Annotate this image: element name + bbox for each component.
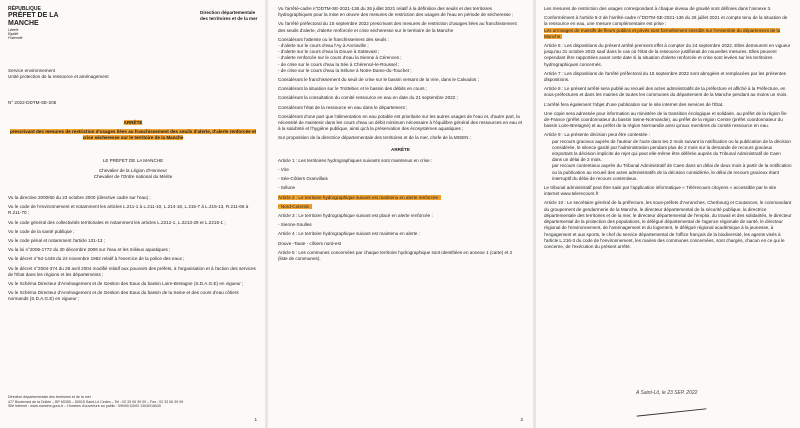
chevalier-line-2: Chevalier de l'Ordre national du Mérite bbox=[93, 174, 173, 180]
considerant-item: Considérant la situation sur le Trottebec et le bassin des débits en cours ; bbox=[278, 86, 428, 92]
signature-place-date: A Saint-Lô, le 23 SEP. 2022 bbox=[636, 390, 698, 396]
crise-item: - Sée-Côtiers Granvillais bbox=[278, 176, 328, 182]
arrete-subtitle: prescrivant des mesures de restriction d'usages liées au franchissement des seuils d'alerte, d'alerte renforcée et crise sécheresse sur le territoire de la Manche bbox=[9, 129, 257, 141]
footer-line-2: 477 Boulevard de la Dollée – BP 60355 – 50015 Saint-Lô Cedex – Tel : 02 33 06 39 00 – Fax : 02 33 06 39 09 bbox=[8, 399, 184, 404]
logo-title: PRÉFET DE LA MANCHE bbox=[8, 12, 59, 27]
crise-item: - Vire bbox=[278, 167, 289, 173]
seuil-item: - d'alerte sur le cours d'eau l'Ay à Anctoville ; bbox=[278, 43, 369, 49]
motto-3: Fraternité bbox=[8, 36, 23, 40]
considerant-item: Considérant l'état de la ressource en eau dans le département ; bbox=[278, 104, 408, 110]
vu-item: Vu le code général des collectivités territoriales et notamment les articles L.2212-1, L.2213-29 et L.2215-1 ; bbox=[8, 219, 226, 225]
telerecours-text: Le tribunal administratif peut être saisi par l'application informatique « Télérecours citoyens » accessible par le site internet www.telerecours.fr bbox=[544, 185, 777, 197]
article-5: Article 5 : Les communes concernées par chaque territoire hydrographique sont identifiées en annexe 1 (carte) et 2 (liste de communes). bbox=[278, 249, 513, 262]
arrete-mention: L'arrêté fera également l'objet d'une publication sur le site internet des services de l'État. bbox=[544, 101, 724, 107]
prefet-block bbox=[8, 158, 258, 184]
vu-item: Vu le Schéma Directeur d'Aménagement et de Gestion des Eaux du bassin Loire-Bretagne (S.D.A.G.E) en vigueur ; bbox=[8, 281, 244, 287]
prefecture-logo bbox=[8, 6, 78, 40]
article-2-item: - Nord-Cotentin ; bbox=[278, 203, 312, 209]
vu-item: Vu la directive 2000/60 du 23 octobre 2000 (directive cadre sur l'eau) ; bbox=[8, 195, 151, 200]
article-2: Article 2 : Le territoire hydrographique suivant est maintenu en alerte renforcée : bbox=[278, 194, 441, 200]
article-9: Article 9 : La présente décision peut être contestée : bbox=[544, 132, 650, 138]
service-block bbox=[8, 68, 158, 83]
crise-item: - Sélune bbox=[278, 185, 296, 191]
article-10: Article 10 : Le secrétaire général de la préfecture, les sous-préfets d'Avranches, Cherbourg et Coutances, le commandant du groupement de gendarmerie de la Manche, le directeur départemental de la sécurité publique, la directrice départementale des territoires et de la mer, le directeur départemental de l'emploi, du travail et des solidarités, le directeur départemental de la protection des populations, le délégué départemental de l'agence régionale de santé, le directeur régional de l'environnement, de l'aménagement et du logement, le délégué régional académique à la jeunesse, à l'engagement et aux sports, le chef du service départemental de l'office français de la biodiversité, les agents visés à l'article L.216-3 du code de l'environnement, les maires des communes concernées, sont chargés, chacun en ce qui le concerne, de l'exécution du présent arrêté. bbox=[544, 200, 792, 249]
vu-item: Vu le code de la santé publique ; bbox=[8, 228, 75, 234]
vu-item: Vu l'arrêté-cadre n°DDTM-SE-2021-136 du 26 juillet 2021 relatif à la définition des seuils et des territoires hydrographiques pour la mise en œuvre des mesures de restriction des usages de l'eau en période de sécheresse ; bbox=[278, 6, 514, 18]
vu-list bbox=[8, 195, 258, 306]
seuil-item: - de crise sur le cours d'eau la Sée à Chérencé-le-Roussel ; bbox=[278, 61, 400, 67]
service-line-2: Unité protection de la ressource et aménagement bbox=[8, 74, 109, 80]
article-4: Article 4 : Le territoire hydrographique suivant est maintenu en alerte : bbox=[278, 231, 420, 237]
vu-item: Vu le décret n°62-1448 du 24 novembre 1962 relatif à l'exercice de la police des eaux ; bbox=[8, 256, 185, 262]
arrete-header bbox=[8, 120, 258, 145]
arrosages-text: Les arrosages de massifs de fleurs publics et privés sont formellement interdits sur l'ensemble du département de la Manche. bbox=[544, 27, 781, 39]
chevalier-line-1: Chevalier de la Légion d'Honneur bbox=[98, 168, 168, 174]
document-page-1 bbox=[0, 0, 265, 428]
article-1: Article 1 : Les territoires hydrographiques suivants sont maintenus en crise : bbox=[278, 157, 433, 163]
considerant-item: Considérant le franchissement du seuil de crise sur le bassin versant de la Vire, dans le Calvados ; bbox=[278, 77, 479, 83]
intro-text: Les mesures de restriction des usages correspondant à chaque niveau de gravité sont définies dans l'annexe 3. bbox=[544, 6, 772, 11]
document-page-3 bbox=[536, 0, 800, 428]
prefet-title: LE PRÉFET DE LA MANCHE bbox=[102, 158, 164, 163]
arrete-heading: ARRÊTE bbox=[391, 146, 410, 152]
seuil-item: - de crise sur le cours d'eau la Sélune à Notre-Dame-du-Touchet ; bbox=[278, 67, 412, 73]
article-3-item: - Sienne-Soulles bbox=[278, 222, 312, 228]
footer-line-1: Direction départementale des territoires et de la mer bbox=[8, 395, 91, 399]
article-3: Article 3 : Le territoire hydrographique suivant est placé en alerte renforcée : bbox=[278, 213, 433, 219]
considerant-seuils: Considérant l'atteinte ou le franchissement des seuils : bbox=[278, 36, 389, 42]
vu-item: Vu le code pénal et notamment l'article 131-13 ; bbox=[8, 238, 105, 244]
motto-1: Liberté bbox=[8, 28, 19, 32]
copie-text: Une copie sera adressée pour information au ministère de la transition écologique et solidaire, au préfet de la région Île-de-France (préfet coordonnateur du bassin Seine-Normandie), au préfet de la région Centre (préfet coordonnateur du bassin Loire-Bretagne) et au préfet de la région Normandie ainsi qu'aux membres du comité ressource en eau. bbox=[544, 110, 788, 129]
page-footer bbox=[8, 395, 258, 409]
recours-item: par recours gracieux auprès de l'auteur de l'acte dans les 2 mois suivant la notification ou la publication de la décision considérée, le silence gardé par l'administration pendant plus de 2 mois sur la demande de recours gracieux emportant la décision implicite de rejet qui peut elle-même être déférée auprès du Tribunal Administratif de Caen dans un délai de 2 mois. bbox=[552, 138, 791, 163]
document-reference: N° 2022-DDTM-SE-205 bbox=[8, 100, 57, 105]
marianne-label: RÉPUBLIQUE bbox=[8, 6, 41, 12]
footer-line-3: Site internet : www.manche.gouv.fr – Horaires d'ouverture au public : 09h00/12h00 13h30/16h30 bbox=[8, 404, 162, 409]
conformement-text: Conformément à l'article 5-2 de l'arrêté-cadre n°DDTM-SE-2021-136 du 26 juillet 2021 et compte tenu de la situation de la ressource en eau, une mesure complémentaire est prise : bbox=[544, 15, 788, 27]
motto-2: Égalité bbox=[8, 32, 19, 36]
signature-block bbox=[636, 390, 746, 413]
document-page-2 bbox=[268, 0, 533, 428]
seuil-item: - d'alerte sur le cours d'eau la Douve à Sottevast ; bbox=[278, 49, 380, 55]
page-number: 1 bbox=[254, 417, 257, 422]
seuils-list bbox=[278, 43, 523, 74]
article-6: Article 6 : Les dispositions du présent arrêté prennent effet à compter du 24 septembre 2022. Elles demeurent en vigueur jusqu'au 31 octobre 2022 sauf dans le cas où l'état de la ressource justifierait de nouvelles mesures. Elles peuvent cependant être rapportées avant cette date si la situation d'alerte renforcée et crise sont levées sur les territoires hydrographiques concernés. bbox=[544, 43, 791, 67]
page-number: 2 bbox=[520, 417, 523, 422]
vu-item: Vu l'arrêté préfectoral du 15 septembre 2022 prescrivant des mesures de restriction d'usages liées au franchissement des seuils d'alerte, d'alerte renforcée et crise sécheresse sur le territoire de la Manche bbox=[278, 21, 517, 33]
considerant-item: Sur proposition de la directrice départementale des territoires et de la mer, chefe de la MISEN ; bbox=[278, 135, 472, 141]
direction-label: Direction départementale des territoires et de la mer bbox=[200, 10, 258, 21]
article-4-item: Douve -Taute - côtiers nord-est bbox=[278, 240, 342, 246]
vu-item: Vu la loi n°2006-1772 du 30 décembre 2006 sur l'eau et les milieux aquatiques ; bbox=[8, 247, 171, 253]
seuil-item: - d'alerte renforcée sur le cours d'eau la Sienne à Cérences ; bbox=[278, 55, 402, 61]
considerant-item: Considérant d'une part que l'alimentation en eau potable est prioritaire sur les autres usages de l'eau et, d'autre part, la nécessité de maintenir dans les cours d'eau un débit minimum nécessaire à l'équilibre général des ressources en eau et à la salubrité et l'hygiène publique, ainsi qu'à la préservation des écosystèmes aquatiques ; bbox=[278, 113, 523, 132]
service-line-1: Service environnement bbox=[8, 68, 55, 73]
vu-item: Vu le code de l'environnement et notamment les articles L.211-1 à L.211-10, L.214-18, L.215-7 à L.215-13, R.211-66 à R.211-70 ; bbox=[8, 204, 249, 216]
vu-item: Vu le décret n°2004-374 du 29 avril 2004 modifié relatif aux pouvoirs des préfets, à l'organisation et à l'action des services de l'État dans les régions et les départements ; bbox=[8, 265, 256, 277]
recours-item: par recours contentieux auprès du Tribunal Administratif de Caen dans un délai de deux mois à partir de la notification ou la publication au recueil des actes administratifs de la décision considérée, le délai de recours gracieux étant interruptif du délai de recours contentieux. bbox=[552, 163, 792, 181]
article-8: Article 8 : Le présent arrêté sera publié au recueil des actes administratifs de la préfecture et affiché à la Préfecture, en sous-préfectures et dans les mairies de toutes les communes du département de la Manche pendant au moins un mois. bbox=[544, 86, 788, 98]
considerant-item: Considérant la consultation du comité ressource en eau en date du 21 septembre 2022 ; bbox=[278, 95, 458, 101]
vu-item: Vu le Schéma Directeur d'Aménagement et de Gestion des Eaux du bassin de la Seine et des cours d'eau côtiers normands (S.D.A.G.E) en vigueur ; bbox=[8, 290, 239, 302]
arrete-title: ARRÊTE bbox=[123, 120, 143, 125]
article-7: Article 7 : Les dispositions de l'arrêté préfectoral du 15 septembre 2022 sont abrogées et remplacées par les présentes dispositions. bbox=[544, 70, 786, 83]
